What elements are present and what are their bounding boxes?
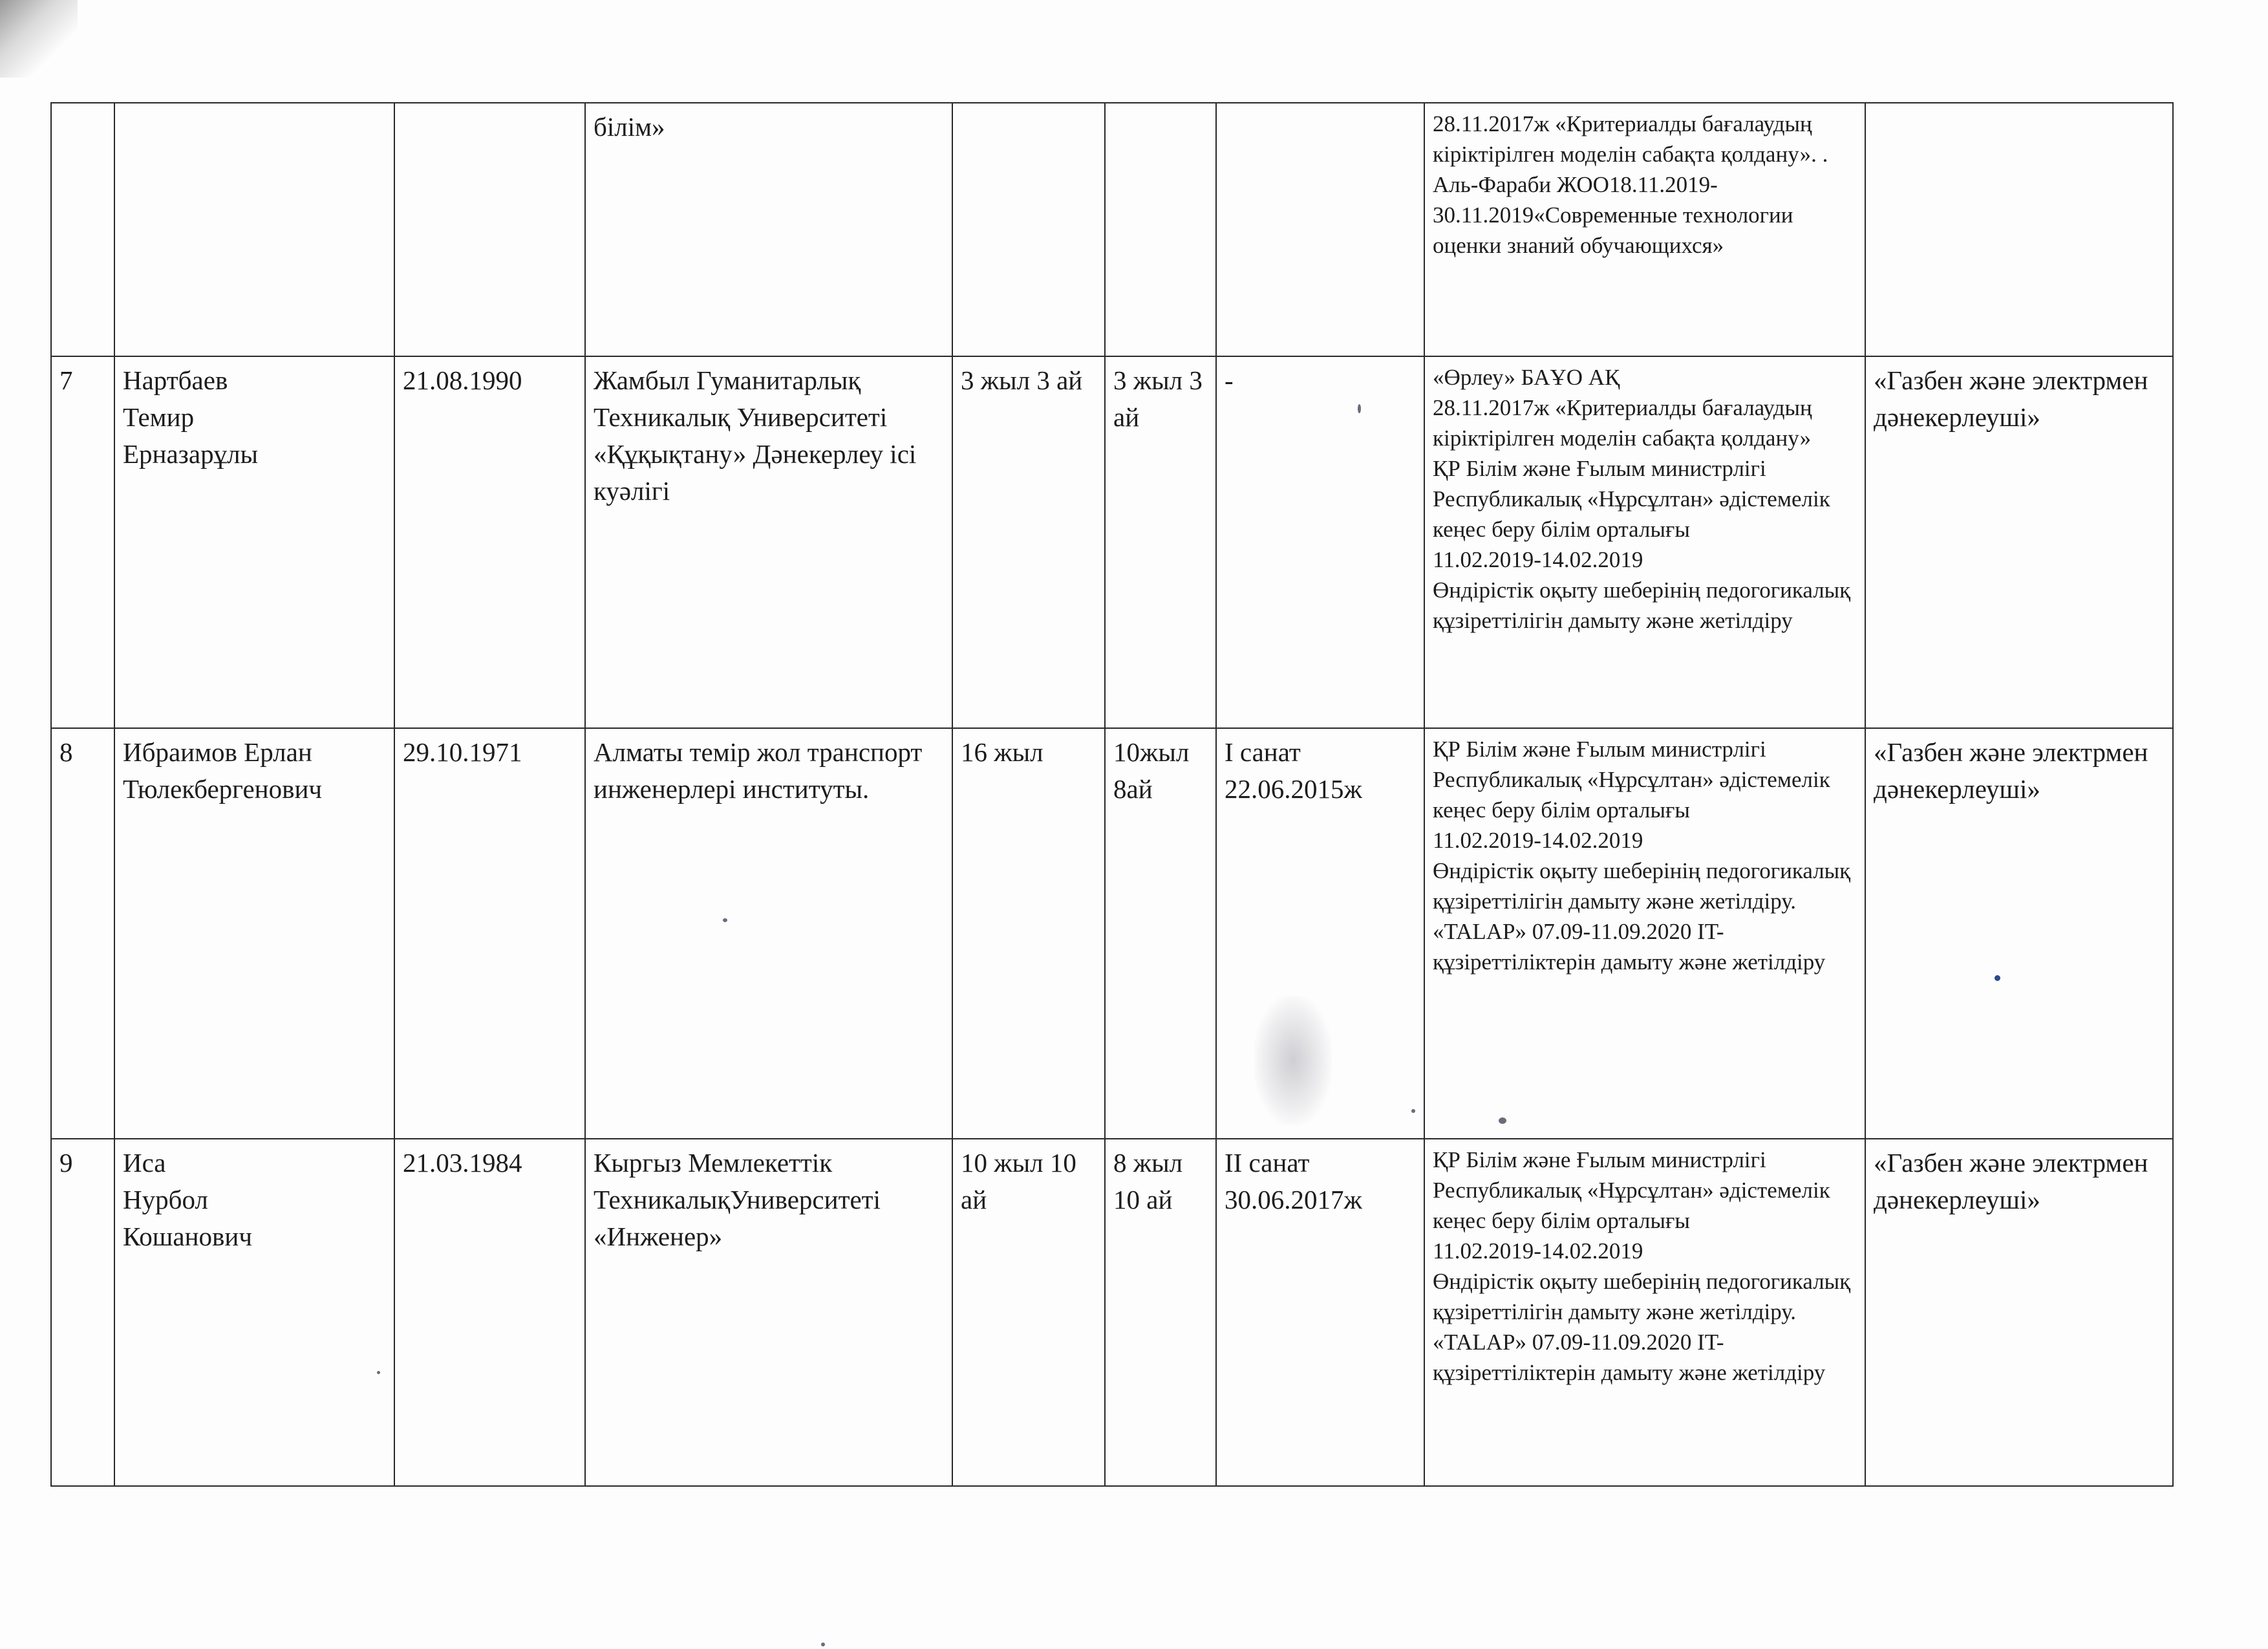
training-courses: ҚР Білім және Ғылым министрлігі Республикалық «Нұрсұлтан» әдістемелік кеңес беру білім орталығы 11.02.2019-14.02.2019 Өндірістік оқыту шеберінің педогогикалық құзіреттілігін дамыту және жетілдіру. «TALAP» 07.09-11.09.2020 IT-құзіреттіліктерін дамыту және жетілдіру — [1424, 1139, 1865, 1486]
teacher-name — [114, 103, 394, 356]
row-number: 7 — [51, 356, 114, 728]
teaching-experience — [1105, 103, 1216, 356]
scan-speck — [821, 1643, 825, 1646]
table-row — [51, 728, 2173, 1139]
total-experience — [952, 103, 1105, 356]
birth-date: 21.08.1990 — [394, 356, 585, 728]
training-courses: 28.11.2017ж «Критериалды бағалаудың кіріктірілген моделін сабақта қолдану». . Аль-Фараби ЖОО18.11.2019- 30.11.2019«Современные технологии оценки знаний обучающихся» — [1424, 103, 1865, 356]
training-courses: ҚР Білім және Ғылым министрлігі Республикалық «Нұрсұлтан» әдістемелік кеңес беру білім орталығы 11.02.2019-14.02.2019 Өндірістік оқыту шеберінің педогогикалық құзіреттілігін дамыту және жетілдіру. «TALAP» 07.09-11.09.2020 IT-құзіреттіліктерін дамыту және жетілдіру — [1424, 728, 1865, 1139]
teaching-experience: 8 жыл 10 ай — [1105, 1139, 1216, 1486]
total-experience: 3 жыл 3 ай — [952, 356, 1105, 728]
table-row — [51, 103, 2173, 356]
table-row — [51, 356, 2173, 728]
scan-corner-shadow — [0, 0, 78, 78]
teacher-name: Иса Нурбол Кошанович — [114, 1139, 394, 1486]
education: білім» — [585, 103, 952, 356]
birth-date — [394, 103, 585, 356]
row-number — [51, 103, 114, 356]
teaching-experience: 3 жыл 3 ай — [1105, 356, 1216, 728]
teacher-name: Ибраимов Ерлан Тюлекбергенович — [114, 728, 394, 1139]
education: Кыргыз Мемлекеттік ТехникалықУниверситеті «Инженер» — [585, 1139, 952, 1486]
specialty: «Газбен және электрмен дәнекерлеуші» — [1865, 356, 2173, 728]
training-courses: «Өрлеу» БАҰО АҚ 28.11.2017ж «Критериалды бағалаудың кіріктірілген моделін сабақта қолдану» ҚР Білім және Ғылым министрлігі Республикалық «Нұрсұлтан» әдістемелік кеңес беру білім орталығы 11.02.2019-14.02.2019 Өндірістік оқыту шеберінің педогогикалық құзіреттілігін дамыту және жетілдіру — [1424, 356, 1865, 728]
row-number: 9 — [51, 1139, 114, 1486]
education: Жамбыл Гуманитарлық Техникалық Университеті «Құқықтану» Дәнекерлеу ісі куәлігі — [585, 356, 952, 728]
category — [1216, 103, 1424, 356]
category: І санат 22.06.2015ж — [1216, 728, 1424, 1139]
teaching-experience: 10жыл 8ай — [1105, 728, 1216, 1139]
staff-table — [50, 102, 2174, 1487]
row-number: 8 — [51, 728, 114, 1139]
education: Алматы темір жол транспорт инженерлері институты. — [585, 728, 952, 1139]
teacher-name: Нартбаев Темир Ерназарұлы — [114, 356, 394, 728]
total-experience: 16 жыл — [952, 728, 1105, 1139]
table-row — [51, 1139, 2173, 1486]
total-experience: 10 жыл 10 ай — [952, 1139, 1105, 1486]
specialty: «Газбен және электрмен дәнекерлеуші» — [1865, 728, 2173, 1139]
specialty — [1865, 103, 2173, 356]
birth-date: 29.10.1971 — [394, 728, 585, 1139]
specialty: «Газбен және электрмен дәнекерлеуші» — [1865, 1139, 2173, 1486]
birth-date: 21.03.1984 — [394, 1139, 585, 1486]
category: ІІ санат 30.06.2017ж — [1216, 1139, 1424, 1486]
category: - — [1216, 356, 1424, 728]
